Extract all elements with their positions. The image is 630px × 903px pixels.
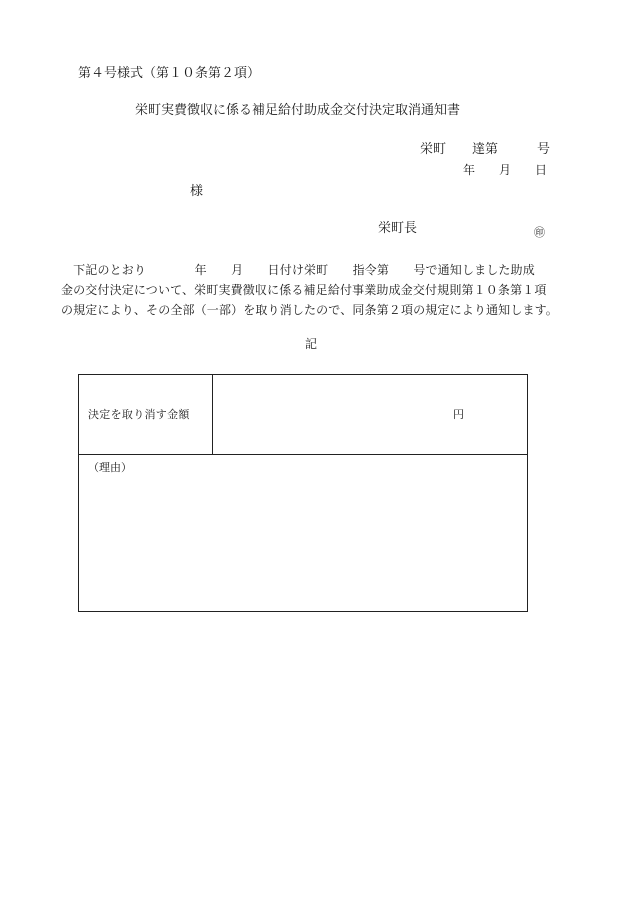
- reason-label: （理由）: [88, 461, 132, 474]
- form-number: 第４号様式（第１０条第２項）: [78, 66, 261, 81]
- body-line-1: 下記のとおり 年 月 日付け栄町 指令第 号で通知しました助成: [61, 263, 535, 277]
- detail-table: [78, 374, 528, 612]
- amount-yen-unit: 円: [453, 408, 464, 421]
- issuer-name: 栄町長: [378, 221, 418, 236]
- amount-row: [79, 375, 527, 455]
- amount-label: 決定を取り消す金額: [88, 408, 190, 421]
- body-line-3: の規定により、その全部（一部）を取り消したので、同条第２項の規定により通知します。: [61, 303, 558, 317]
- document-title: 栄町実費徴収に係る補足給付助成金交付決定取消通知書: [135, 103, 461, 118]
- seal-mark: [534, 221, 545, 240]
- date-line: 年 月 日: [463, 163, 548, 177]
- addressee-honorific: 様: [190, 184, 204, 199]
- amount-label-cell: [79, 375, 213, 454]
- reference-number-line: 栄町 達第 号: [420, 142, 551, 157]
- body-paragraph: [61, 260, 569, 320]
- seal-icon: ㊞: [534, 226, 545, 239]
- ki-heading: 記: [305, 337, 318, 351]
- body-line-2: 金の交付決定について、栄町実費徴収に係る補足給付事業助成金交付規則第１０条第１項: [61, 283, 547, 297]
